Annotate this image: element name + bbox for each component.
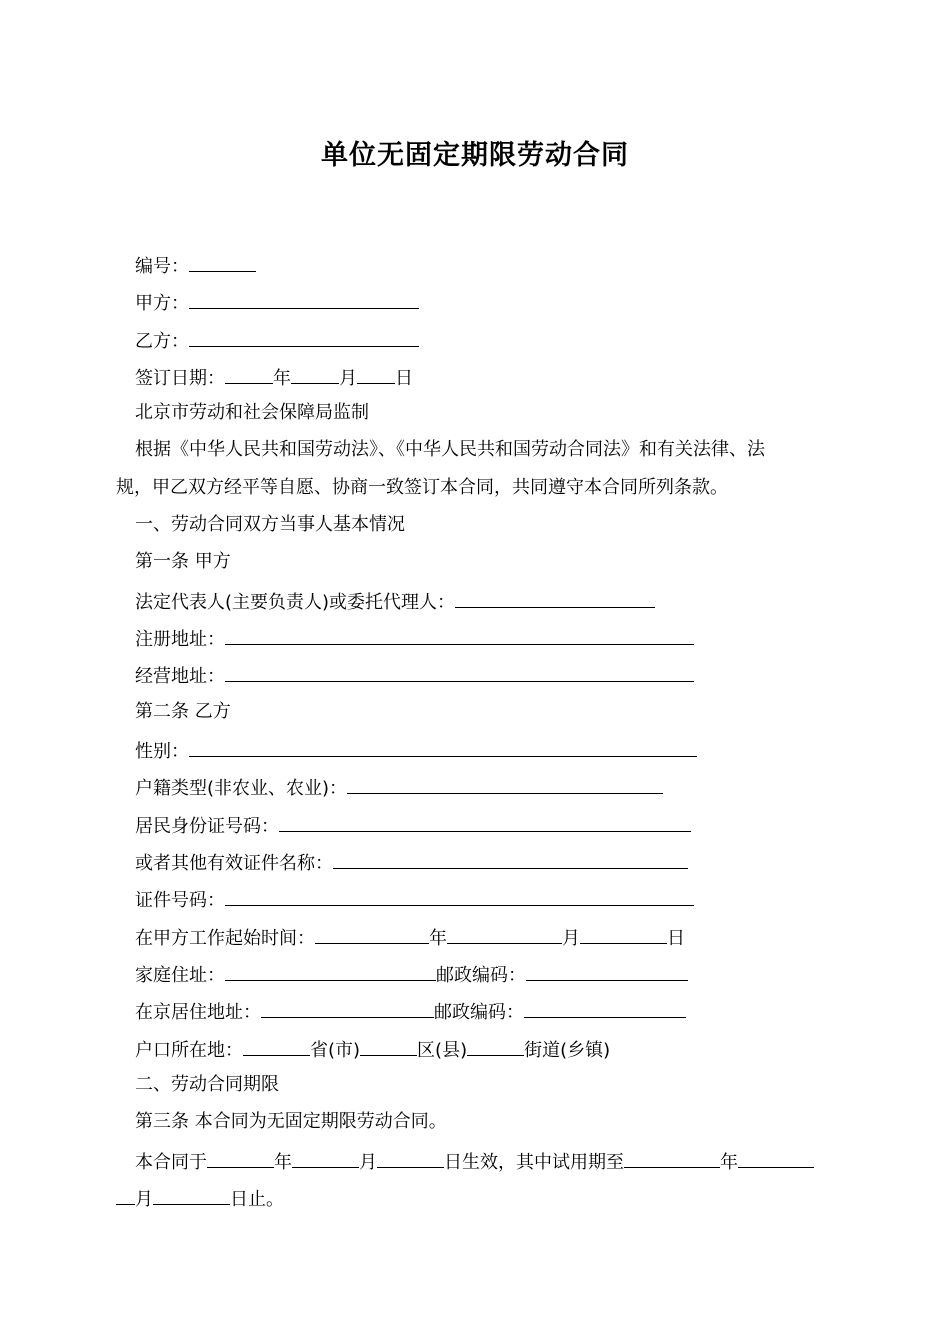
cert-number-label: 证件号码： [135,890,225,911]
article2-heading: 第二条 乙方 [135,701,231,722]
reg-address-label: 注册地址： [135,629,225,650]
legal-rep-blank[interactable] [455,588,655,608]
supervision-line: 北京市劳动和社会保障局监制 [135,402,369,423]
effective-date-line [135,1148,814,1175]
day-label: 日 [395,368,413,389]
effective-prefix: 本合同于 [135,1152,207,1173]
party-a-blank[interactable] [189,289,419,309]
home-address-blank[interactable] [225,961,436,981]
start-year-blank[interactable] [315,924,429,944]
reg-address-blank[interactable] [225,625,694,645]
contract-number-blank[interactable] [189,252,256,272]
beijing-address-label: 在京居住地址： [135,1002,261,1023]
start-day-blank[interactable] [580,924,667,944]
hukou-type-label: 户籍类型(非农业、农业)： [135,778,348,799]
contract-number-line [135,252,256,279]
party-b-blank[interactable] [189,327,419,347]
sign-month-blank[interactable] [291,364,339,384]
start-time-label: 在甲方工作起始时间： [135,928,315,949]
other-id-line [135,849,688,876]
month-label: 月 [339,368,357,389]
gender-blank[interactable] [189,737,697,757]
hukou-type-line [135,774,663,801]
cert-number-line [135,886,694,913]
biz-address-label: 经营地址： [135,666,225,687]
home-address-label: 家庭住址： [135,965,225,986]
end-suffix: 日止。 [230,1189,284,1210]
other-id-blank[interactable] [333,849,688,869]
party-a-line [135,289,419,316]
id-number-blank[interactable] [279,812,691,832]
effective-year-blank[interactable] [207,1148,274,1168]
hukou-district-blank[interactable] [360,1036,417,1056]
sign-date-label: 签订日期： [135,368,225,389]
beijing-postcode-blank[interactable] [524,998,686,1018]
beijing-address-line [135,998,686,1025]
cert-number-blank[interactable] [225,886,694,906]
home-address-line [135,961,688,988]
year-label: 年 [273,368,291,389]
legal-rep-line [135,588,655,615]
district-label: 区(县) [417,1040,468,1061]
party-a-label: 甲方： [135,293,189,314]
preamble-line-1: 根据《中华人民共和国劳动法》、《中华人民共和国劳动合同法》和有关法律、法 [135,439,765,460]
hukou-location-label: 户口所在地： [135,1040,243,1061]
probation-month-blank-part1[interactable] [738,1148,814,1168]
beijing-address-blank[interactable] [261,998,434,1018]
probation-day-blank[interactable] [153,1185,230,1205]
probation-year-blank[interactable] [624,1148,720,1168]
sign-day-blank[interactable] [357,364,395,384]
legal-rep-label: 法定代表人(主要负责人)或委托代理人： [135,592,456,613]
gender-line [135,737,697,764]
postcode-label: 邮政编码： [434,1002,524,1023]
day-label: 日 [667,928,685,949]
hukou-location-line [135,1036,610,1063]
id-number-label: 居民身份证号码： [135,816,279,837]
probation-month-blank-part2[interactable] [116,1185,135,1205]
year-label: 年 [429,928,447,949]
party-b-line [135,327,419,354]
start-time-line [135,924,685,951]
hukou-street-blank[interactable] [467,1036,524,1056]
other-id-label: 或者其他有效证件名称： [135,853,333,874]
month-label: 月 [562,928,580,949]
article1-heading: 第一条 甲方 [135,551,231,572]
home-postcode-blank[interactable] [526,961,688,981]
reg-address-line [135,625,694,652]
hukou-province-blank[interactable] [243,1036,310,1056]
province-label: 省(市) [310,1040,361,1061]
hukou-type-blank[interactable] [347,774,663,794]
biz-address-blank[interactable] [225,662,694,682]
sign-date-line [135,364,413,391]
effective-mid: 日生效，其中试用期至 [444,1152,624,1173]
contract-number-label: 编号： [135,256,189,277]
month-label: 月 [135,1189,153,1210]
postcode-label: 邮政编码： [436,965,526,986]
document-title: 单位无固定期限劳动合同 [321,140,629,171]
probation-end-line [116,1185,284,1212]
preamble-line-2: 规，甲乙双方经平等自愿、协商一致签订本合同，共同遵守本合同所列条款。 [116,477,728,498]
article3-line: 第三条 本合同为无固定期限劳动合同。 [135,1111,447,1132]
biz-address-line [135,662,694,689]
start-month-blank[interactable] [447,924,562,944]
effective-month-blank[interactable] [292,1148,359,1168]
year-label: 年 [720,1152,738,1173]
month-label: 月 [359,1152,377,1173]
party-b-label: 乙方： [135,331,189,352]
sign-year-blank[interactable] [225,364,273,384]
gender-label: 性别： [135,741,189,762]
effective-day-blank[interactable] [377,1148,444,1168]
id-number-line [135,812,691,839]
section2-heading: 二、劳动合同期限 [135,1074,279,1095]
street-label: 街道(乡镇) [524,1040,611,1061]
section1-heading: 一、劳动合同双方当事人基本情况 [135,514,405,535]
year-label: 年 [274,1152,292,1173]
